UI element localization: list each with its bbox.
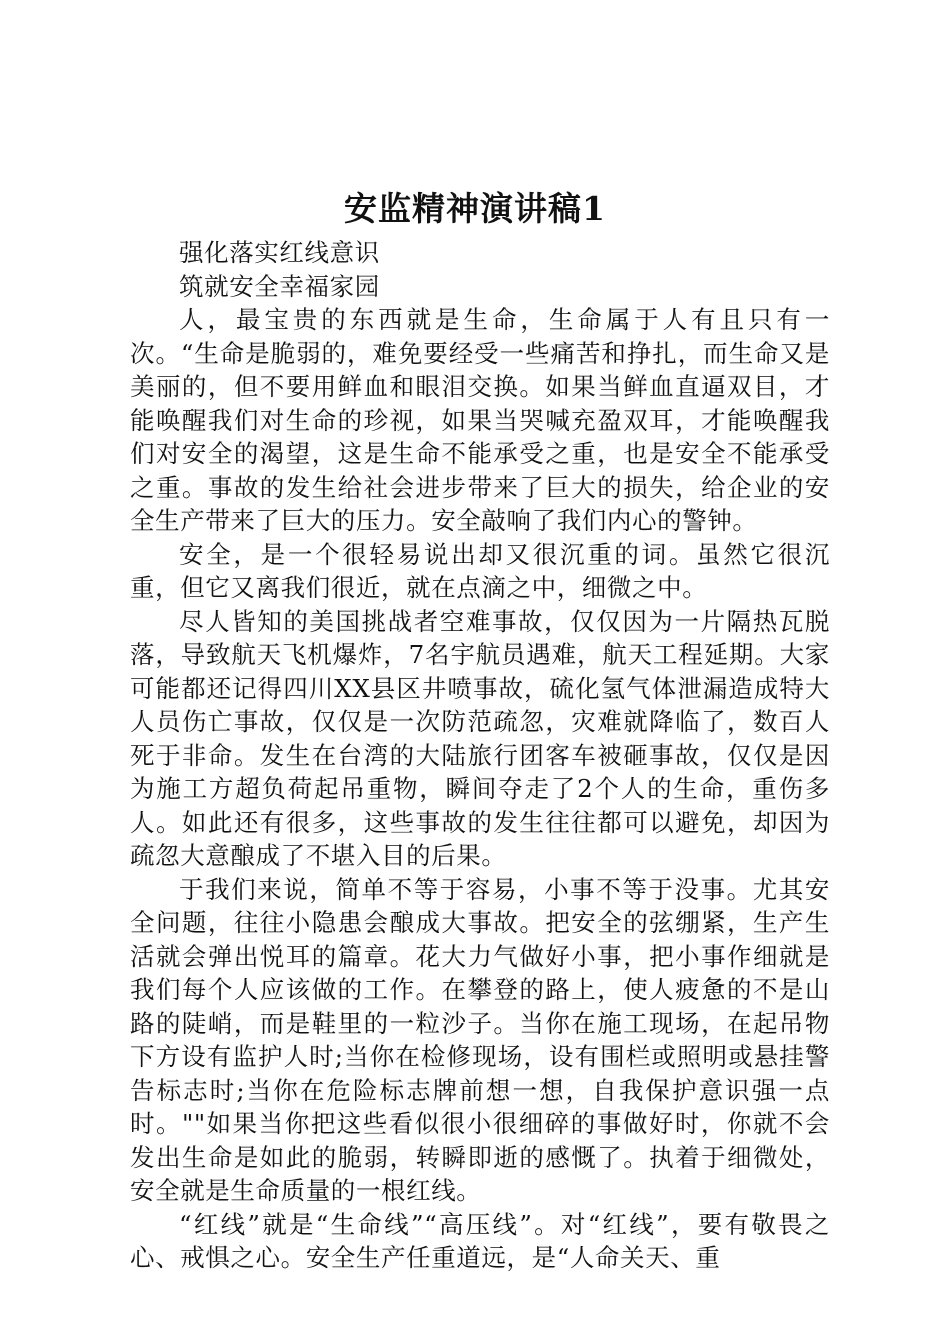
document-title: 安监精神演讲稿1 [344,189,606,228]
paragraph: “红线”就是“生命线”“高压线”。对“红线”，要有敬畏之心、戒惧之心。安全生产任重道远，是“人命关天、重 [130,1209,830,1272]
document-body [130,236,830,1275]
subtitle-line-1: 强化落实红线意识 [179,238,380,267]
subtitle-line-2: 筑就安全幸福家园 [179,271,380,301]
paragraph: 于我们来说，简单不等于容易，小事不等于没事。尤其安全问题，往往小隐患会酿成大事故。把安全的弦绷紧，生产生活就会弹出悦耳的篇章。花大力气做好小事，把小事作细就是我们每个人应该做的工作。在攀登的路上，使人疲惫的不是山路的陡峭，而是鞋里的一粒沙子。当你在施工现场，在起吊物下方设有监护人时;当你在检修现场，设有围栏或照明或悬挂警告标志时;当你在危险标志牌前想一想，自我保护意识强一点时。""如果当你把这些看似很小很细碎的事做好时，你就不会发出生命是如此的脆弱，转瞬即逝的感慨了。执着于细微处，安全就是生命质量的一根红线。 [130,874,830,1205]
paragraph: 安全，是一个很轻易说出却又很沉重的词。虽然它很沉重，但它又离我们很近，就在点滴之中，细微之中。 [130,539,830,602]
paragraph: 人，最宝贵的东西就是生命，生命属于人有且只有一次。“生命是脆弱的，难免要经受一些痛苦和挣扎，而生命又是美丽的，但不要用鲜血和眼泪交换。如果当鲜血直逼双目，才能唤醒我们对生命的珍视，如果当哭喊充盈双耳，才能唤醒我们对安全的渴望，这是生命不能承受之重，也是安全不能承受之重。事故的发生给社会进步带来了巨大的损失，给企业的安全生产带来了巨大的压力。安全敲响了我们内心的警钟。 [130,305,830,535]
paragraph: 尽人皆知的美国挑战者空难事故，仅仅因为一片隔热瓦脱落，导致航天飞机爆炸，7名宇航员遇难，航天工程延期。大家可能都还记得四川XX县区井喷事故，硫化氢气体泄漏造成特大人员伤亡事故，仅仅是一次防范疏忽，灾难就降临了，数百人死于非命。发生在台湾的大陆旅行团客车被砸事故，仅仅是因为施工方超负荷起吊重物，瞬间夺走了2个人的生命，重伤多人。如此还有很多，这些事故的发生往往都可以避免，却因为疏忽大意酿成了不堪入目的后果。 [130,606,830,870]
